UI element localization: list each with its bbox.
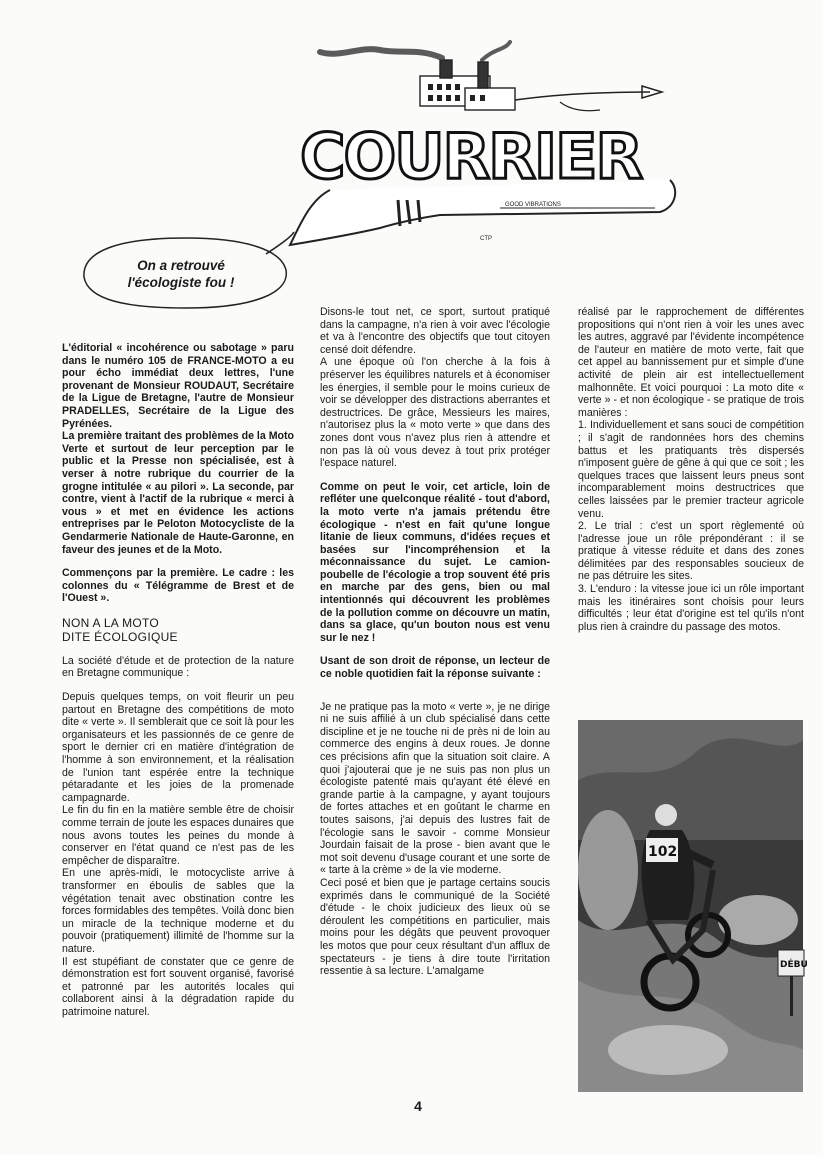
masthead-illustration bbox=[270, 40, 690, 260]
col2-paragraph-1: Disons-le tout net, ce sport, surtout pratiqué dans la campagne, n'a rien à voir avec l'écologie et va à l'encontre des objectifs que tout citoyen censé doit défendre. bbox=[320, 306, 550, 356]
col3-paragraph-2: 1. Individuellement et sans souci de compétition ; il s'agit de randonnées hors des chemins battus et les pratiquants très dispersés n'imposent guère de gêne à qui que ce soit ; les quelques traces que laissent leurs pneus sont incomparablement moins destructrices que celles laissées par le premier tracteur agricole venu. bbox=[578, 419, 804, 520]
bubble-line-1: On a retrouvé bbox=[137, 258, 225, 273]
col1-paragraph-1: Depuis quelques temps, on voit fleurir un peu partout en Bretagne des compétitions de moto dite « verte ». Il semblerait que ce soit là pour les organisateurs et les passionnés de ce genre de sport le dernier cri en matière d'intégration de l'homme à son environnement, et la réalisation de l'union tant espérée entre la technique pétaradante et les joies de la promenade campagnarde. bbox=[62, 691, 294, 804]
intro-paragraph: L'éditorial « incohérence ou sabotage » paru dans le numéro 105 de FRANCE-MOTO a eu pour écho immédiat deux lettres, l'une provenant de Monsieur ROUDAUT, Secrétaire de la Ligue de Bretagne, l'autre de Monsieur PRADELLES, Secrétaire de la Ligue des Pyrénées. bbox=[62, 342, 294, 430]
editorial-comment: Comme on peut le voir, cet article, loin de refléter une quelconque réalité - tout d'abord, la moto verte n'a jamais prétendu être écologique - n'est en fait qu'une longue litanie de lieux communs, d'idées reçues et basées sur l'incompréhension et la méconnaissance du sujet. Le camion-poubelle de l'écologie a trop souvent été pris en marche par des gens, bien ou mal intentionnés qui découvrent les problèmes de la pollution comme on découvre un matin, dans sa glace, qu'un bouton nous est venu sur le nez ! bbox=[320, 480, 550, 644]
page-number: 4 bbox=[414, 1098, 422, 1114]
intro-paragraph-2: La première traitant des problèmes de la Moto Verte et surtout de leur perception par le public et la Presse non spécialisée, est à verser à notre rubrique du courrier de la grogne intitulée « au pilori ». La seconde, par contre, vient à l'actif de la rubrique « merci à vous » et met en évidence les actions entreprises par le Peloton Motocycliste de la Gendarmerie Nationale de Haute-Garonne, en faveur des jeunes et de la Moto. bbox=[62, 430, 294, 556]
col3-paragraph-4: 3. L'enduro : la vitesse joue ici un rôle important mais les itinéraires sont choisis pour leurs difficultés ; leur état d'origine est tel qu'ils n'ont plus rien à craindre du passage des motos. bbox=[578, 583, 804, 633]
reader-reply-intro: Usant de son droit de réponse, un lecteur de ce noble quotidien fait la réponse suivante : bbox=[320, 655, 550, 681]
masthead-title: COURRIER bbox=[300, 120, 642, 193]
column-1 bbox=[62, 342, 294, 1019]
speech-bubble bbox=[76, 232, 294, 314]
col2-paragraph-2: A une époque où l'on cherche à la fois à préserver les équilibres naturels et à économiser les énergies, il semble pour le moins curieux de voir se développer des distractions aberrantes et destructrices. De grâce, Messieurs les maires, n'autorisez plus la « moto verte » que dans des zones dont vous n'avez plus rien à attendre et non pas là où vous devez à tout prix protéger l'espace naturel. bbox=[320, 356, 550, 470]
col2-paragraph-3: Je ne pratique pas la moto « verte », je ne dirige ni ne suis affilié à un club spécialisé dans cette discipline et je ne touche ni de près ni de loin au commerce des engins à deux roues. Je donne ces précisions afin que la situation soit claire. A quoi j'ajouterai que je ne suis pas non plus un écologiste patenté mais qu'ayant été élevé en grande partie à la campagne, y ayant toujours de fortes attaches et en goûtant le charme en toutes saisons, j'ai depuis des lustres fait de l'écologie sans le savoir - comme Monsieur Jourdain faisait de la prose - bien avant que le mot soit devenu d'usage courant et une sorte de « tarte à la crème » de la vie moderne. bbox=[320, 700, 550, 877]
trial-rider-photo bbox=[578, 720, 808, 1092]
col3-paragraph-3: 2. Le trial : c'est un sport règlementé où l'adresse joue un rôle prépondérant : il se pratique à vitesse réduite et dans des zones délimitées par des responsables soucieux de ne pas détruire les sites. bbox=[578, 520, 804, 583]
masthead-small-caption: CTP bbox=[480, 236, 492, 242]
col3-paragraph-1: réalisé par le rapprochement de différentes propositions qui n'ont rien à voir les unes avec les autres, aggravé par l'évidente incompétence de l'auteur en matière de moto verte, fait que cet appel au bannissement pur et simple d'une activité de plein air est intellectuellement malhonnête. Et voici pourquoi : La moto dite « verte » - et non écologique - se pratique de trois manières : bbox=[578, 306, 804, 419]
rider-number: 102 bbox=[648, 844, 678, 860]
col1-paragraph-2: Le fin du fin en la matière semble être de choisir comme terrain de joute les espaces dunaires que nous avons toutes les peines du monde à conserver en l'état quand ce n'est pas de les empêcher de disparaître. bbox=[62, 804, 294, 867]
col2-paragraph-4: Ceci posé et bien que je partage certains soucis exprimés dans le communiqué de la Société d'étude - le choix judicieux des lieux où se déroulent les compétitions en particulier, mais moins pour les dégâts que peuvent provoquer les motos que pour ceux résultant d'un afflux de spectateurs - je tiens à dire toute l'irritation ressentie à sa lecture. L'amalgame bbox=[320, 876, 550, 978]
photo-illustration bbox=[578, 720, 808, 1092]
col1-paragraph-4: Il est stupéfiant de constater que ce genre de démonstration est fort souvent organisé, favorisé et patronné par les autorités locales qui collaborent ainsi à la dégradation rapide du patrimoine naturel. bbox=[62, 955, 294, 1018]
masthead-small-caption-2: GOOD VIBRATIONS bbox=[505, 202, 561, 208]
column-2 bbox=[320, 306, 550, 978]
photo-sign: DÉBU bbox=[780, 960, 808, 970]
courrier-masthead bbox=[270, 40, 690, 260]
section-heading-line-2: DITE ÉCOLOGIQUE bbox=[62, 629, 178, 644]
intro-paragraph-3: Commençons par la première. Le cadre : les colonnes du « Télégramme de Brest et de l'Ouest ». bbox=[62, 567, 294, 605]
section-heading-line-1: NON A LA MOTO bbox=[62, 615, 160, 630]
bubble-line-2: l'écologiste fou ! bbox=[127, 275, 235, 290]
col1-paragraph-3: En une après-midi, le motocycliste arrive à transformer en éboulis de sables que la végétation tenait avec obstination contre les forces formidables des tempêtes. Voilà donc bien un miracle de la technique moderne et du pouvoir (pratiquement) illimité de l'homme sur la nature. bbox=[62, 867, 294, 955]
column-3 bbox=[578, 306, 804, 633]
society-line: La société d'étude et de protection de la nature en Bretagne communique : bbox=[62, 654, 294, 680]
